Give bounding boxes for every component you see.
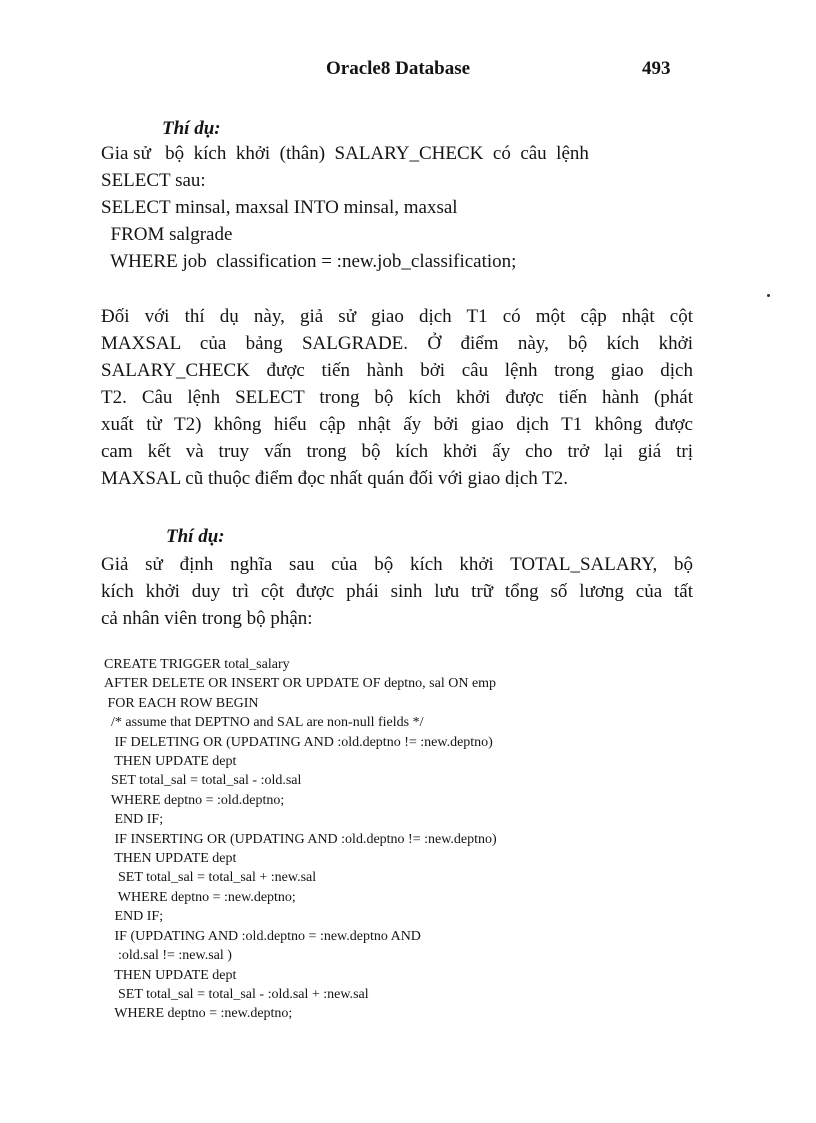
text-line: Gia sử bộ kích khởi (thân) SALARY_CHECK có câu lệnh [101,143,589,164]
code-line: SET total_sal = total_sal - :old.sal + :new.sal [104,986,369,1002]
text-line: cả nhân viên trong bộ phận: [101,608,313,629]
code-line: IF DELETING OR (UPDATING AND :old.deptno != :new.deptno) [104,734,493,750]
text-line: SELECT sau: [101,170,206,191]
code-line: WHERE deptno = :old.deptno; [104,792,285,808]
code-line: THEN UPDATE dept [104,754,237,770]
text-line: cam kết và truy vấn trong bộ kích khởi ấy cho trở lại giá trị [101,441,693,462]
text-line: MAXSAL cũ thuộc điểm đọc nhất quán đối với giao dịch T2. [101,468,569,489]
code-line: SET total_sal = total_sal - :old.sal [104,773,302,789]
text-line: kích khởi duy trì cột được phái sinh lưu trữ tổng số lương của tất [101,581,693,602]
example-1-text [101,140,693,275]
code-line: SET total_sal = total_sal + :new.sal [104,870,317,886]
code-line: FOR EACH ROW BEGIN [104,695,259,711]
code-line: AFTER DELETE OR INSERT OR UPDATE OF deptno, sal ON emp [104,676,497,692]
code-line: THEN UPDATE dept [104,851,237,867]
trigger-code-listing [104,655,497,1024]
example-heading-2: Thí dụ: [166,526,225,547]
code-line: END IF; [104,812,164,828]
text-line: FROM salgrade [101,224,233,245]
page-number: 493 [642,58,671,79]
code-line: THEN UPDATE dept [104,967,237,983]
code-line: /* assume that DEPTNO and SAL are non-null fields */ [104,715,424,731]
text-line: SELECT minsal, maxsal INTO minsal, maxsal [101,197,458,218]
explanation-paragraph [101,303,693,492]
text-line: Giả sử định nghĩa sau của bộ kích khởi TOTAL_SALARY, bộ [101,554,693,575]
text-line: MAXSAL của bảng SALGRADE. Ở điểm này, bộ kích khởi [101,333,693,354]
code-line: IF INSERTING OR (UPDATING AND :old.deptno != :new.deptno) [104,831,497,847]
text-line: WHERE job classification = :new.job_classification; [101,251,517,272]
running-header-title: Oracle8 Database [326,58,471,79]
text-line: xuất từ T2) không hiểu cập nhật ấy bởi giao dịch T1 không được [101,414,693,435]
code-line: IF (UPDATING AND :old.deptno = :new.deptno AND [104,928,421,944]
code-line: CREATE TRIGGER total_salary [104,657,290,672]
code-line: WHERE deptno = :new.deptno; [104,1006,293,1022]
text-line: SALARY_CHECK được tiến hành bởi câu lệnh trong giao dịch [101,360,693,381]
example-heading-1: Thí dụ: [162,118,221,139]
scan-speck [767,294,770,297]
code-line: WHERE deptno = :new.deptno; [104,889,296,905]
text-line: T2. Câu lệnh SELECT trong bộ kích khởi được tiến hành (phát [101,387,693,408]
example-2-text [101,551,693,632]
code-line: END IF; [104,909,164,925]
code-line: :old.sal != :new.sal ) [104,948,232,964]
text-line: Đối với thí dụ này, giả sử giao dịch T1 có một cập nhật cột [101,306,693,327]
